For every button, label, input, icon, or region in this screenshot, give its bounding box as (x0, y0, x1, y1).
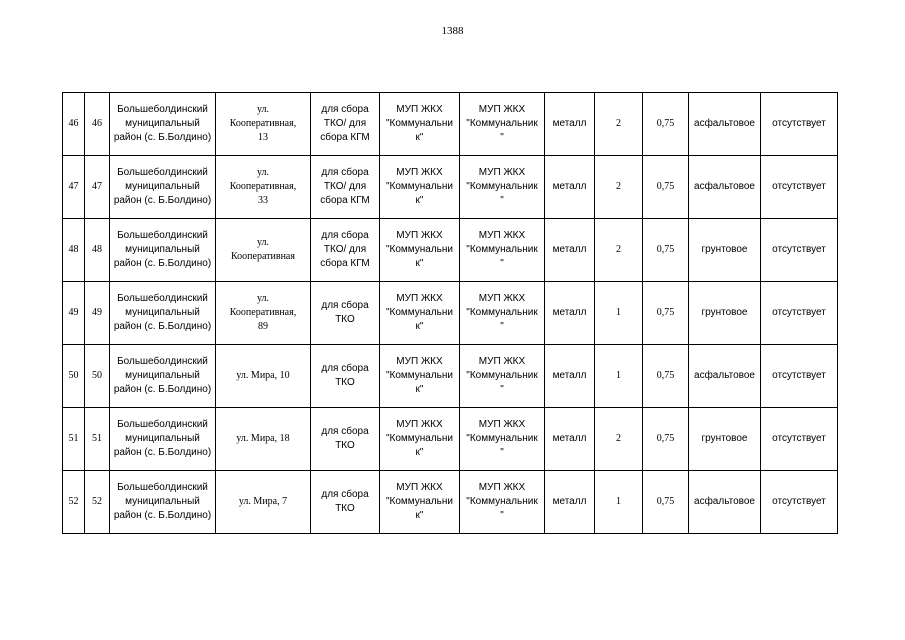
operator-cell: МУП ЖКХ "Коммунальник " (460, 408, 545, 471)
container-count-cell: 2 (595, 156, 643, 219)
fence-cell: отсутствует (761, 93, 838, 156)
operator-cell: МУП ЖКХ "Коммунальник " (460, 282, 545, 345)
row-index-cell: 50 (63, 345, 85, 408)
site-number-cell: 48 (85, 219, 110, 282)
container-sites-table (62, 92, 838, 534)
owner-cell: МУП ЖКХ "Коммунальни к" (380, 282, 460, 345)
municipal-area-cell: Большеболдинский муниципальный район (с. Б.Болдино) (110, 471, 216, 534)
purpose-cell: для сбора ТКО (311, 408, 380, 471)
address-cell: ул. Мира, 7 (216, 471, 311, 534)
site-number-cell: 51 (85, 408, 110, 471)
row-index-cell: 49 (63, 282, 85, 345)
page-number: 1388 (441, 25, 464, 37)
fence-cell: отсутствует (761, 408, 838, 471)
municipal-area-cell: Большеболдинский муниципальный район (с. Б.Болдино) (110, 408, 216, 471)
operator-cell: МУП ЖКХ "Коммунальник " (460, 219, 545, 282)
address-cell: ул. Кооперативная, 13 (216, 93, 311, 156)
table-row (63, 345, 838, 408)
container-count-cell: 1 (595, 471, 643, 534)
purpose-cell: для сбора ТКО/ для сбора КГМ (311, 93, 380, 156)
fence-cell: отсутствует (761, 471, 838, 534)
material-cell: металл (545, 219, 595, 282)
table-row (63, 219, 838, 282)
container-count-cell: 2 (595, 93, 643, 156)
material-cell: металл (545, 156, 595, 219)
row-index-cell: 46 (63, 93, 85, 156)
table-row (63, 471, 838, 534)
surface-cell: асфальтовое (689, 345, 761, 408)
material-cell: металл (545, 408, 595, 471)
owner-cell: МУП ЖКХ "Коммунальни к" (380, 471, 460, 534)
fence-cell: отсутствует (761, 282, 838, 345)
volume-cell: 0,75 (643, 93, 689, 156)
surface-cell: грунтовое (689, 408, 761, 471)
fence-cell: отсутствует (761, 156, 838, 219)
site-number-cell: 49 (85, 282, 110, 345)
volume-cell: 0,75 (643, 471, 689, 534)
table-row (63, 156, 838, 219)
container-count-cell: 1 (595, 282, 643, 345)
purpose-cell: для сбора ТКО (311, 471, 380, 534)
purpose-cell: для сбора ТКО (311, 345, 380, 408)
owner-cell: МУП ЖКХ "Коммунальни к" (380, 156, 460, 219)
volume-cell: 0,75 (643, 282, 689, 345)
owner-cell: МУП ЖКХ "Коммунальни к" (380, 408, 460, 471)
address-cell: ул. Кооперативная (216, 219, 311, 282)
fence-cell: отсутствует (761, 219, 838, 282)
purpose-cell: для сбора ТКО/ для сбора КГМ (311, 219, 380, 282)
site-number-cell: 52 (85, 471, 110, 534)
material-cell: металл (545, 93, 595, 156)
owner-cell: МУП ЖКХ "Коммунальни к" (380, 345, 460, 408)
surface-cell: грунтовое (689, 282, 761, 345)
container-count-cell: 1 (595, 345, 643, 408)
purpose-cell: для сбора ТКО (311, 282, 380, 345)
material-cell: металл (545, 345, 595, 408)
volume-cell: 0,75 (643, 408, 689, 471)
fence-cell: отсутствует (761, 345, 838, 408)
container-count-cell: 2 (595, 219, 643, 282)
row-index-cell: 48 (63, 219, 85, 282)
table-row (63, 282, 838, 345)
surface-cell: асфальтовое (689, 93, 761, 156)
material-cell: металл (545, 471, 595, 534)
operator-cell: МУП ЖКХ "Коммунальник " (460, 345, 545, 408)
municipal-area-cell: Большеболдинский муниципальный район (с. Б.Болдино) (110, 219, 216, 282)
address-cell: ул. Кооперативная, 89 (216, 282, 311, 345)
site-number-cell: 50 (85, 345, 110, 408)
operator-cell: МУП ЖКХ "Коммунальник " (460, 93, 545, 156)
surface-cell: асфальтовое (689, 156, 761, 219)
address-cell: ул. Мира, 18 (216, 408, 311, 471)
municipal-area-cell: Большеболдинский муниципальный район (с. Б.Болдино) (110, 282, 216, 345)
container-count-cell: 2 (595, 408, 643, 471)
site-number-cell: 47 (85, 156, 110, 219)
surface-cell: асфальтовое (689, 471, 761, 534)
municipal-area-cell: Большеболдинский муниципальный район (с. Б.Болдино) (110, 156, 216, 219)
material-cell: металл (545, 282, 595, 345)
owner-cell: МУП ЖКХ "Коммунальни к" (380, 93, 460, 156)
row-index-cell: 51 (63, 408, 85, 471)
municipal-area-cell: Большеболдинский муниципальный район (с. Б.Болдино) (110, 93, 216, 156)
address-cell: ул. Мира, 10 (216, 345, 311, 408)
operator-cell: МУП ЖКХ "Коммунальник " (460, 156, 545, 219)
table-row (63, 93, 838, 156)
table-row (63, 408, 838, 471)
operator-cell: МУП ЖКХ "Коммунальник " (460, 471, 545, 534)
volume-cell: 0,75 (643, 219, 689, 282)
row-index-cell: 52 (63, 471, 85, 534)
volume-cell: 0,75 (643, 156, 689, 219)
row-index-cell: 47 (63, 156, 85, 219)
purpose-cell: для сбора ТКО/ для сбора КГМ (311, 156, 380, 219)
owner-cell: МУП ЖКХ "Коммунальни к" (380, 219, 460, 282)
site-number-cell: 46 (85, 93, 110, 156)
municipal-area-cell: Большеболдинский муниципальный район (с. Б.Болдино) (110, 345, 216, 408)
volume-cell: 0,75 (643, 345, 689, 408)
surface-cell: грунтовое (689, 219, 761, 282)
address-cell: ул. Кооперативная, 33 (216, 156, 311, 219)
